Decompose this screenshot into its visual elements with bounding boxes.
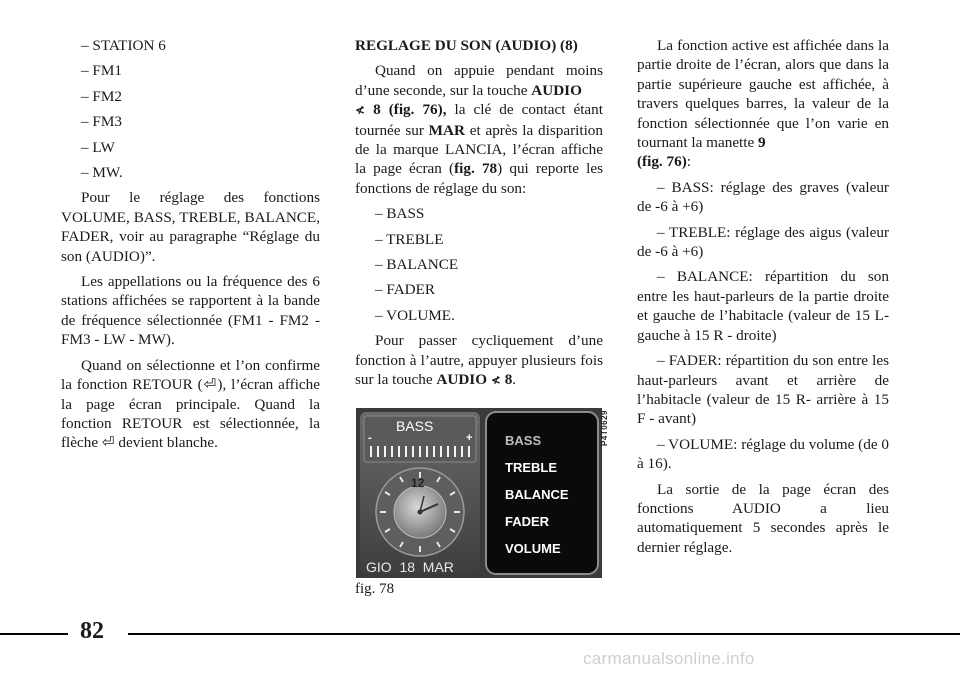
audio-key-label: AUDIO [531,81,582,99]
minus-sign: - [368,432,372,444]
text-run: : [686,153,692,171]
list-item: – TREBLE [375,230,444,248]
list-item: – FM2 [81,87,122,105]
list-item: – BASS [375,205,425,223]
text-run: . [512,371,517,389]
list-item: – VOLUME. [375,306,455,324]
paragraph-cycle [355,331,603,390]
list-item: – TREBLE: réglage des aigus (valeur de -6 à +6) [637,223,889,261]
text-column-right [637,36,889,563]
menu-item-balance: BALANCE [505,487,569,502]
text-run: la clé de contact étant tournée sur [355,101,603,139]
audio-key-icon: ≮ [355,103,366,118]
menu-item-treble: TREBLE [505,460,557,475]
audio-key-icon: ≮ [490,373,501,388]
list-item: – MW. [81,164,123,182]
mar-label: MAR [428,121,465,139]
list-item: – STATION 6 [81,37,166,54]
text-run: La fonction active est affichée dans la partie droite de l’écran, alors que dans la partie supérieure gauche est affichée, à travers quelques barres, la valeur de la fonction sélectionnée que l’on varie en tournant la manette [637,37,889,152]
figure-code: P4T0629 [600,410,609,446]
audio-key-label: AUDIO [436,371,488,389]
knob-number: 9 [758,134,766,152]
figure-caption: fig. 78 [355,581,395,597]
text-column-middle [355,36,603,397]
section-heading: REGLAGE DU SON (AUDIO) (8) [355,37,578,54]
watermark: carmanualsonline.info [583,649,755,668]
list-item: – BALANCE: répartition du son entre les haut-parleurs de la partie droite et gauche de l’habitacle (valeur de 15 L- gauche à 15 R - droite) [637,268,889,344]
list-item: – LW [81,138,115,156]
menu-item-fader: FADER [505,514,550,529]
text-column-left [61,36,320,459]
display-illustration [356,408,602,578]
fig-reference: (fig. 76) [637,153,687,171]
paragraph-active-function [637,36,889,172]
list-item: – BASS: réglage des graves (valeur de -6 à +6) [637,178,889,216]
text-run: Quand on appuie pendant moins d’une seconde, sur la touche [355,62,603,99]
menu-item-bass: BASS [505,433,542,448]
display-date: GIO 18 MAR [366,559,454,575]
key-number: 8 [500,371,513,389]
display-bass-title: BASS [396,418,434,434]
paragraph-retour: Quand on sélectionne et l’on confirme la fonction RETOUR (⏎), l’écran affiche la page écran principale. Quand la fonction RETOUR est sélectionnée, la flèche ⏎ devient blanche. [61,356,320,452]
list-item: – VOLUME: réglage du volume (de 0 à 16). [637,435,889,473]
level-bars [370,446,470,457]
plus-sign: + [466,432,473,444]
footer-rule-left [0,633,68,635]
fig-reference: 8 (fig. 76), [365,101,447,119]
paragraph-audio-key [355,61,603,198]
text-run: ) qui reporte les fonctions de réglage du son: [355,160,604,197]
figure-display-screen [356,408,602,578]
paragraph-station-names: Les appellations ou la fréquence des 6 stations affichées se rapportent à la bande de fréquence sélectionnée (FM1 - FM2 - FM3 - LW - MW). [61,273,320,349]
footer-rule-right [128,633,960,635]
text-run: et après la disparition de la marque LANCIA, l’écran affiche la page écran ( [355,121,603,178]
paragraph-exit: La sortie de la page écran des fonctions AUDIO a lieu automatiquement 5 secondes après le dernier réglage. [637,480,889,556]
fig-reference: fig. 78 [454,160,498,178]
list-item: – FADER [375,281,436,299]
clock-number-12: 12 [411,476,425,490]
list-item: – BALANCE [375,256,459,274]
page-number: 82 [80,618,104,644]
menu-item-volume: VOLUME [505,541,561,556]
text-run: Pour passer cycliquement d’une fonction à l’autre, appuyer plusieurs fois sur la touche [355,332,603,389]
list-item: – FM3 [81,113,122,131]
list-item: – FM1 [81,62,122,80]
paragraph-audio-reference: Pour le réglage des fonctions VOLUME, BASS, TREBLE, BALANCE, FADER, voir au paragraphe “Réglage du son (AUDIO)”. [61,189,320,265]
list-item: – FADER: répartition du son entre les haut-parleurs avant et arrière de l’habitacle (valeur de 15 R- arrière à 15 F - avant) [637,352,889,428]
